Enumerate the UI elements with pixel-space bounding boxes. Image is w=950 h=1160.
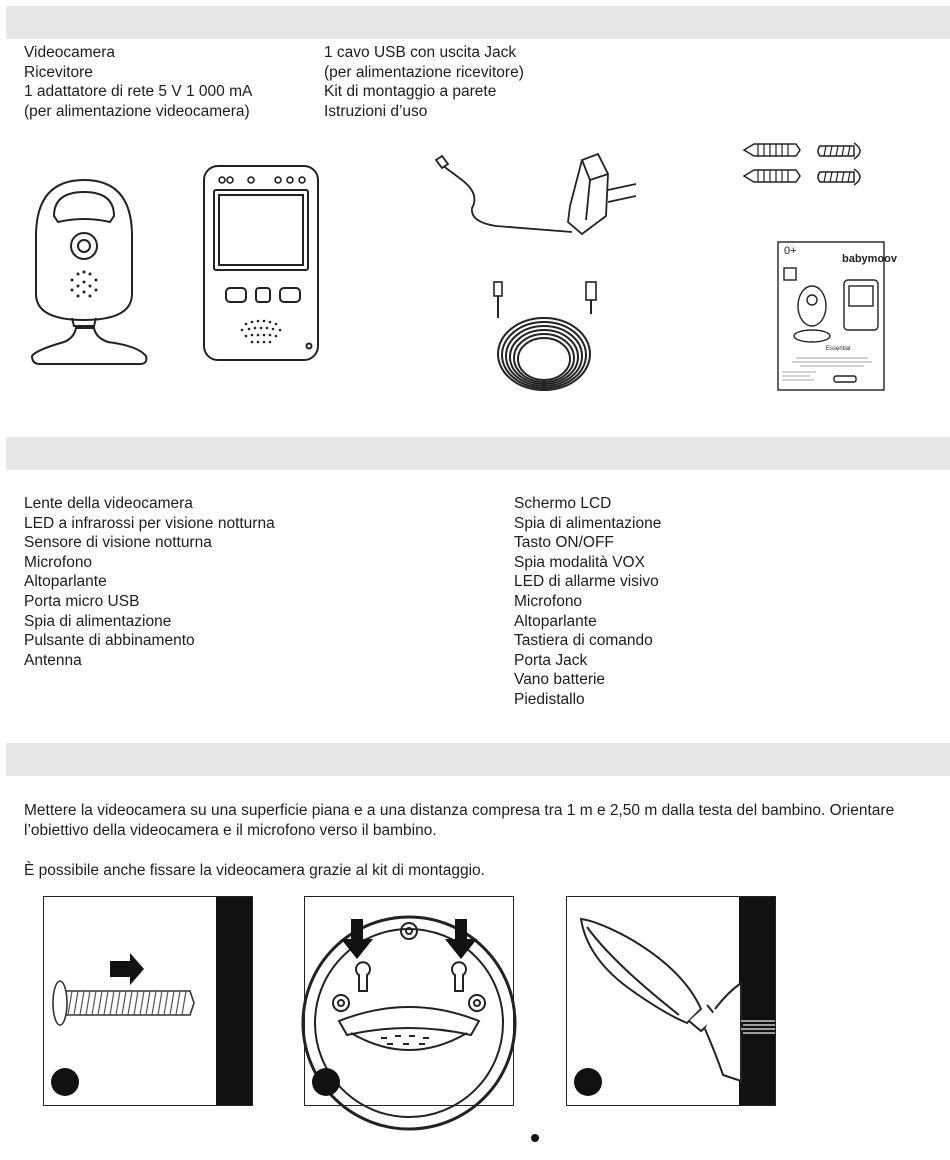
- list-item: (per alimentazione videocamera): [24, 102, 250, 120]
- list-item: Spia di alimentazione: [24, 612, 172, 630]
- installation-paragraph-2: È possibile anche fissare la videocamera grazie al kit di montaggio.: [24, 862, 485, 879]
- list-item: Spia di alimentazione: [514, 514, 662, 532]
- step-number-marker: [51, 1068, 79, 1096]
- contents-list-left: [24, 43, 252, 121]
- list-item: Spia modalità VOX: [514, 553, 645, 571]
- list-item: Istruzioni d’uso: [324, 102, 428, 120]
- installation-paragraph-1: Mettere la videocamera su una superficie piana e a una distanza compresa tra 1 m e 2,50 m dalla testa del bambino. Orientare l’obiettivo della videocamera e il microfono verso il bambino.: [24, 802, 895, 839]
- manual-cover-illustration: [776, 240, 898, 392]
- manual-age-badge: 0+: [784, 245, 797, 257]
- list-item: Schermo LCD: [514, 495, 612, 512]
- list-item: Porta Jack: [514, 651, 588, 669]
- list-item: Videocamera: [24, 44, 116, 61]
- list-item: (per alimentazione ricevitore): [324, 63, 524, 81]
- contents-list-right: [324, 43, 524, 121]
- list-item: Pulsante di abbinamento: [24, 632, 195, 650]
- list-item: Antenna: [24, 651, 82, 669]
- list-item: LED a infrarossi per visione notturna: [24, 514, 275, 532]
- usb-cable-illustration: [484, 278, 612, 396]
- power-adapter-illustration: [432, 150, 642, 242]
- list-item: Tastiera di comando: [514, 632, 653, 650]
- list-item: Kit di montaggio a parete: [324, 83, 497, 101]
- list-item: Altoparlante: [24, 573, 107, 591]
- list-item: LED di allarme visivo: [514, 573, 659, 591]
- receiver-illustration: [200, 160, 324, 366]
- receiver-parts-list: [514, 494, 661, 710]
- section-header-parts: [6, 437, 950, 470]
- list-item: Tasto ON/OFF: [514, 534, 614, 552]
- wall-mount-kit-illustration: [742, 138, 868, 190]
- list-item: Ricevitore: [24, 63, 93, 81]
- step-number-marker: [574, 1068, 602, 1096]
- list-item: Microfono: [24, 553, 93, 571]
- list-item: Porta micro USB: [24, 592, 140, 610]
- list-item: 1 adattatore di rete 5 V 1 000 mA: [24, 83, 253, 101]
- manual-product-name: Essential: [826, 346, 851, 352]
- camera-parts-list: [24, 494, 275, 670]
- list-item: Vano batterie: [514, 671, 606, 689]
- list-item: Lente della videocamera: [24, 495, 193, 512]
- section-header-contents: [6, 6, 950, 39]
- list-item: Piedistallo: [514, 690, 585, 708]
- list-item: Microfono: [514, 592, 583, 610]
- list-item: Sensore di visione notturna: [24, 534, 212, 552]
- manual-brand-logo: babymoov: [842, 253, 898, 265]
- page-bullet: [531, 1134, 539, 1142]
- mounting-step-2-panel: [304, 896, 514, 1106]
- wall-graphic: [216, 897, 252, 1105]
- camera-illustration: [28, 176, 156, 370]
- section-header-installation: [6, 743, 950, 776]
- step-number-marker: [312, 1068, 340, 1096]
- mounting-step-3-panel: [566, 896, 776, 1106]
- mounting-step-1-panel: [43, 896, 253, 1106]
- list-item: Altoparlante: [514, 612, 597, 630]
- list-item: 1 cavo USB con uscita Jack: [324, 44, 517, 61]
